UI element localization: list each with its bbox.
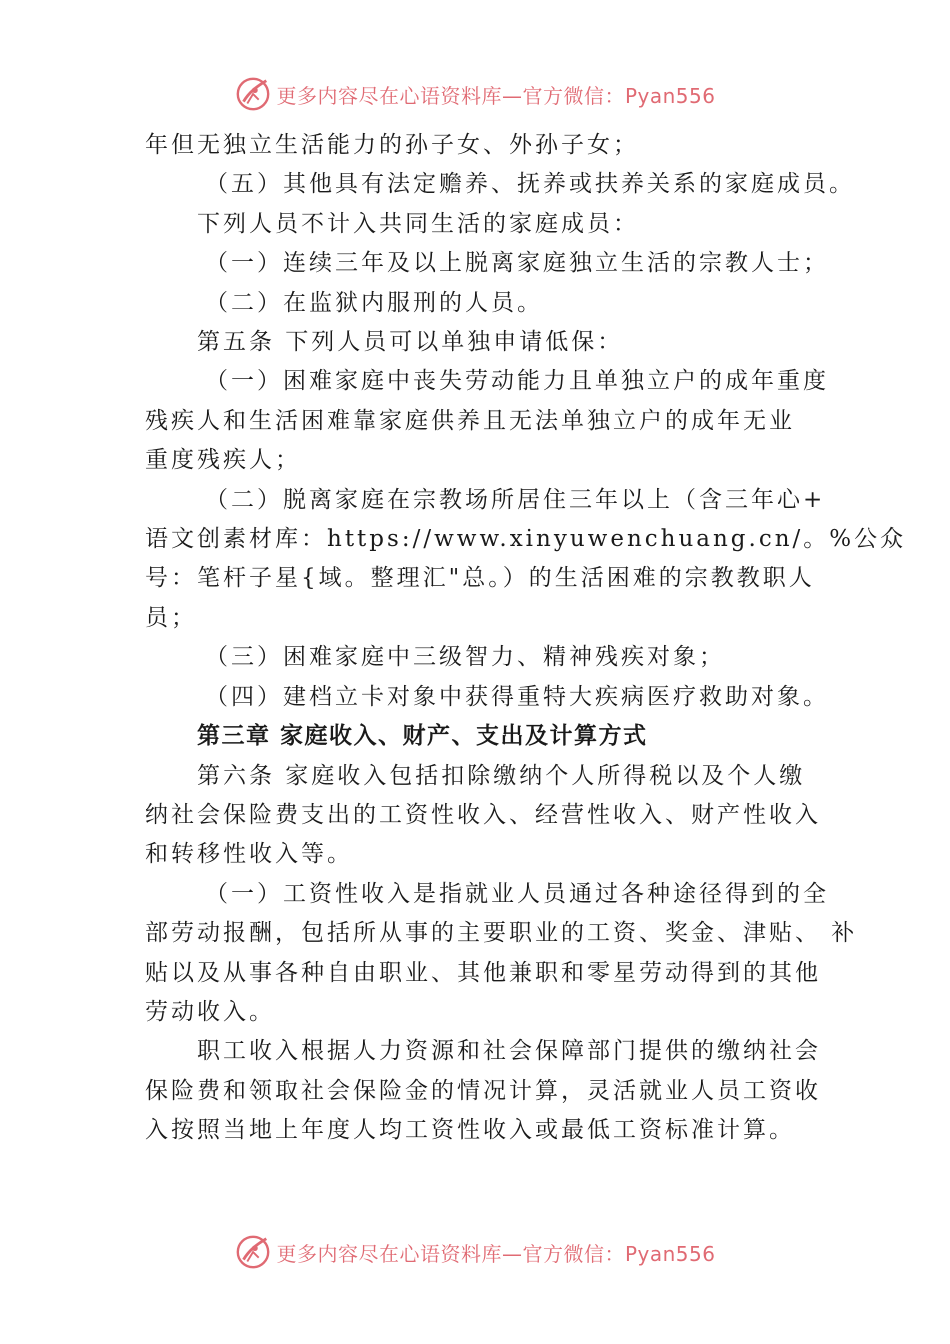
text-line: 劳动收入。: [145, 998, 275, 1025]
text-line: 保险费和领取社会保险金的情况计算，灵活就业人员工资收: [145, 1077, 821, 1104]
text-line: 语文创素材库：https://www.xinyuwenchuang.cn/。%公众: [145, 526, 907, 553]
article-heading: 第五条 下列人员可以单独申请低保：: [197, 329, 624, 356]
text-line: 和转移性收入等。: [145, 841, 353, 868]
text-line: 纳社会保险费支出的工资性收入、经营性收入、财产性收入: [145, 801, 821, 828]
chapter-heading: 第三章 家庭收入、财产、支出及计算方式: [197, 723, 648, 750]
text-line: 贴以及从事各种自由职业、其他兼职和零星劳动得到的其他: [145, 959, 821, 986]
document-body: [145, 126, 907, 1151]
article-heading: 第六条 家庭收入包括扣除缴纳个人所得税以及个人缴: [197, 762, 806, 789]
text-line: 下列人员不计入共同生活的家庭成员：: [197, 210, 639, 237]
watermark-text: 更多内容尽在心语资料库—官方微信：Pyan556: [276, 83, 716, 108]
text-line: 员；: [145, 604, 197, 631]
text-line: 部劳动报酬，包括所从事的主要职业的工资、奖金、津贴、 补: [145, 920, 858, 947]
text-line: （二）脱离家庭在宗教场所居住三年以上（含三年心+: [205, 486, 826, 513]
text-line: （五）其他具有法定赡养、抚养或扶养关系的家庭成员。: [205, 171, 855, 198]
text-line: （一）工资性收入是指就业人员通过各种途径得到的全: [205, 880, 829, 907]
text-line: （二）在监狱内服刑的人员。: [205, 289, 543, 316]
text-line: 号：笔杆子星{域。整理汇"总。）的生活困难的宗教教职人: [145, 565, 815, 592]
text-line: （四）建档立卡对象中获得重特大疾病医疗救助对象。: [205, 683, 829, 710]
text-line: 年但无独立生活能力的孙子女、外孙子女；: [145, 132, 639, 158]
text-line: 入按照当地上年度人均工资性收入或最低工资标准计算。: [145, 1117, 795, 1144]
text-line: （三）困难家庭中三级智力、精神残疾对象；: [205, 644, 725, 671]
text-line: 职工收入根据人力资源和社会保障部门提供的缴纳社会: [197, 1038, 821, 1065]
watermark-text: 更多内容尽在心语资料库—官方微信：Pyan556: [276, 1241, 716, 1266]
text-line: （一）困难家庭中丧失劳动能力且单独立户的成年重度: [205, 368, 829, 395]
watermark-footer: [0, 1232, 950, 1272]
watermark-header: [0, 74, 950, 114]
watermark-logo-icon: [234, 75, 272, 113]
watermark-logo-icon: [234, 1233, 272, 1271]
text-line: 残疾人和生活困难靠家庭供养且无法单独立户的成年无业: [145, 407, 795, 434]
text-line: （一）连续三年及以上脱离家庭独立生活的宗教人士；: [205, 250, 829, 277]
text-line: 重度残疾人；: [145, 447, 301, 474]
